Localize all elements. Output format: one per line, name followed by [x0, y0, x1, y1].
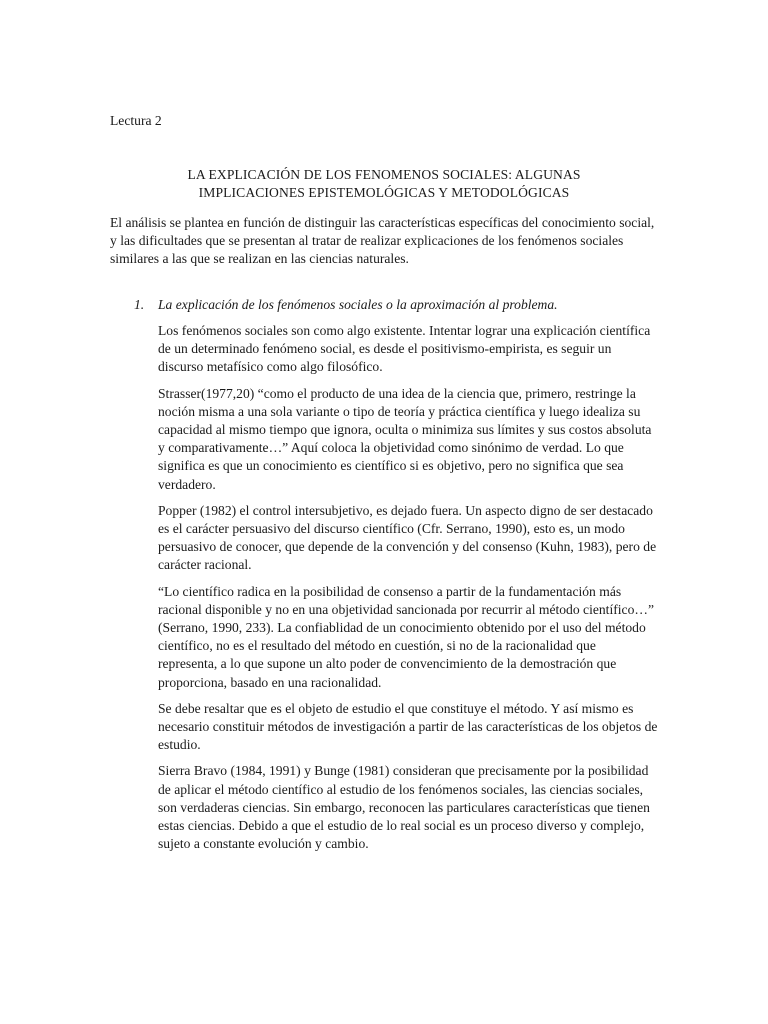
paragraph: Los fenómenos sociales son como algo existente. Intentar lograr una explicación científica de un determinado fenómeno social, es desde el positivismo-empirista, es seguir un discurso metafísico como algo filosófico. — [158, 323, 651, 375]
title-line-2: IMPLICACIONES EPISTEMOLÓGICAS Y METODOLÓGICAS — [198, 185, 570, 201]
paragraph: Se debe resaltar que es el objeto de estudio el que constituye el método. Y así mismo es necesario constituir métodos de investigación a partir de las características de los objetos de estudio. — [158, 700, 658, 753]
paragraph: Strasser(1977,20) “como el producto de una idea de la ciencia que, primero, restringe la noción misma a una sola variante o tipo de teoría y práctica científica y luego idealiza su capacidad al mismo tiempo que ignora, oculta o minimiza sus límites y sus costos absoluta y comparativamente…” Aquí coloca la objetividad como sinónimo de verdad. Lo que significa es que un conocimiento es científico si es objetivo, pero no significa que sea verdadero. — [158, 385, 652, 492]
section-number: 1. — [134, 297, 145, 312]
paragraph: “Lo científico radica en la posibilidad de consenso a partir de la fundamentación más racional disponible y no en una objetividad sancionada por recurrir al método científico…” (Serrano, 1990, 233). La confiablidad de un conocimiento obtenido por el uso del método científico, no es el resultado del método en cuestión, si no de la racionalidad que representa, a lo que supone un alto poder de convencimiento de la demostración que proporciona, basado en una racionalidad. — [158, 583, 654, 690]
intro-paragraph: El análisis se plantea en función de distinguir las características específicas del conocimiento social, y las dificultades que se presentan al tratar de realizar explicaciones de los fenómenos sociales similares a las que se realizan en las ciencias naturales. — [110, 215, 655, 267]
title-line-1: LA EXPLICACIÓN DE LOS FENOMENOS SOCIALES: ALGUNAS — [187, 167, 581, 182]
paragraph: Popper (1982) el control intersubjetivo, es dejado fuera. Un aspecto digno de ser destacado es el carácter persuasivo del discurso científico (Cfr. Serrano, 1990), esto es, un modo persuasivo de conocer, que depende de la convención y del consenso (Kuhn, 1983), pero de carácter racional. — [158, 502, 657, 573]
section-heading-text: La explicación de los fenómenos sociales o la aproximación al problema. — [158, 297, 558, 312]
paragraph: Sierra Bravo (1984, 1991) y Bunge (1981) consideran que precisamente por la posibilidad de aplicar el método científico al estudio de los fenómenos sociales, las ciencias sociales, son verdaderas ciencias. Sin embargo, reconocen las particulares características que tienen estas ciencias. Debido a que el estudio de lo real social es un proceso diverso y complejo, sujeto a constante evolución y cambio. — [158, 763, 650, 852]
reading-label: Lectura 2 — [110, 113, 162, 128]
document-title — [110, 166, 658, 203]
section-body — [158, 322, 658, 861]
section-heading — [134, 296, 658, 314]
